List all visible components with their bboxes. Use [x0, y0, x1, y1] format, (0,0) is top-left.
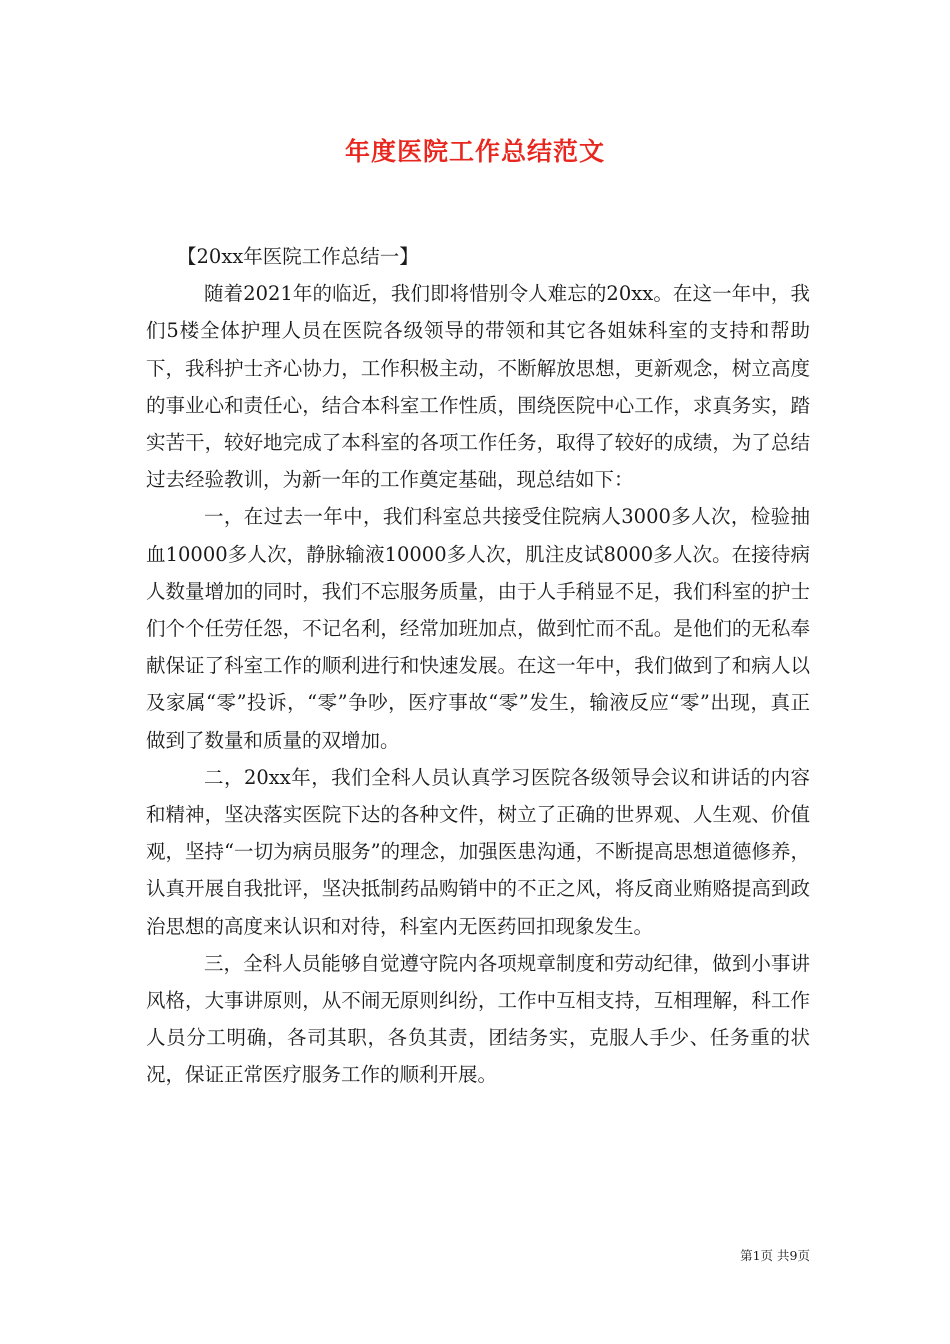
paragraph-intro: 随着2021年的临近，我们即将惜别令人难忘的20xx。在这一年中，我们5楼全体护理人员在医院各级领导的带领和其它各姐妹科室的支持和帮助下，我科护士齐心协力，工作积极主动，不断解放思想，更新观念，树立高度的事业心和责任心，结合本科室工作性质，围绕医院中心工作，求真务实，踏实苦干，较好地完成了本科室的各项工作任务，取得了较好的成绩，为了总结过去经验教训，为新一年的工作奠定基础，现总结如下： [146, 282, 810, 492]
section-subtitle: 【20xx年医院工作总结一】 [177, 245, 419, 268]
paragraph-point-one: 一，在过去一年中，我们科室总共接受住院病人3000多人次，检验抽血10000多人次，静脉输液10000多人次，肌注皮试8000多人次。在接待病人数量增加的同时，我们不忘服务质量，由于人手稍显不足，我们科室的护士们个个任劳任怨，不记名利，经常加班加点，做到忙而不乱。是他们的无私奉献保证了科室工作的顺利进行和快速发展。在这一年中，我们做到了和病人以及家属“零”投诉，“零”争吵，医疗事故“零”发生，输液反应“零”出现，真正做到了数量和质量的双增加。 [146, 505, 810, 752]
page-number-footer: 第1页 共9页 [740, 1248, 810, 1263]
document-title: 年度医院工作总结范文 [344, 137, 605, 166]
document-body [146, 238, 810, 1094]
paragraph-point-two: 二，20xx年，我们全科人员认真学习医院各级领导会议和讲话的内容和精神，坚决落实医院下达的各种文件，树立了正确的世界观、人生观、价值观，坚持“一切为病员服务”的理念，加强医患沟通，不断提高思想道德修养，认真开展自我批评，坚决抵制药品购销中的不正之风，将反商业贿赂提高到政治思想的高度来认识和对待，科室内无医药回扣现象发生。 [146, 765, 810, 938]
paragraph-point-three: 三，全科人员能够自觉遵守院内各项规章制度和劳动纪律，做到小事讲风格，大事讲原则，从不闹无原则纠纷，工作中互相支持，互相理解，科工作人员分工明确，各司其职，各负其责，团结务实，克服人手少、任务重的状况，保证正常医疗服务工作的顺利开展。 [146, 951, 810, 1087]
